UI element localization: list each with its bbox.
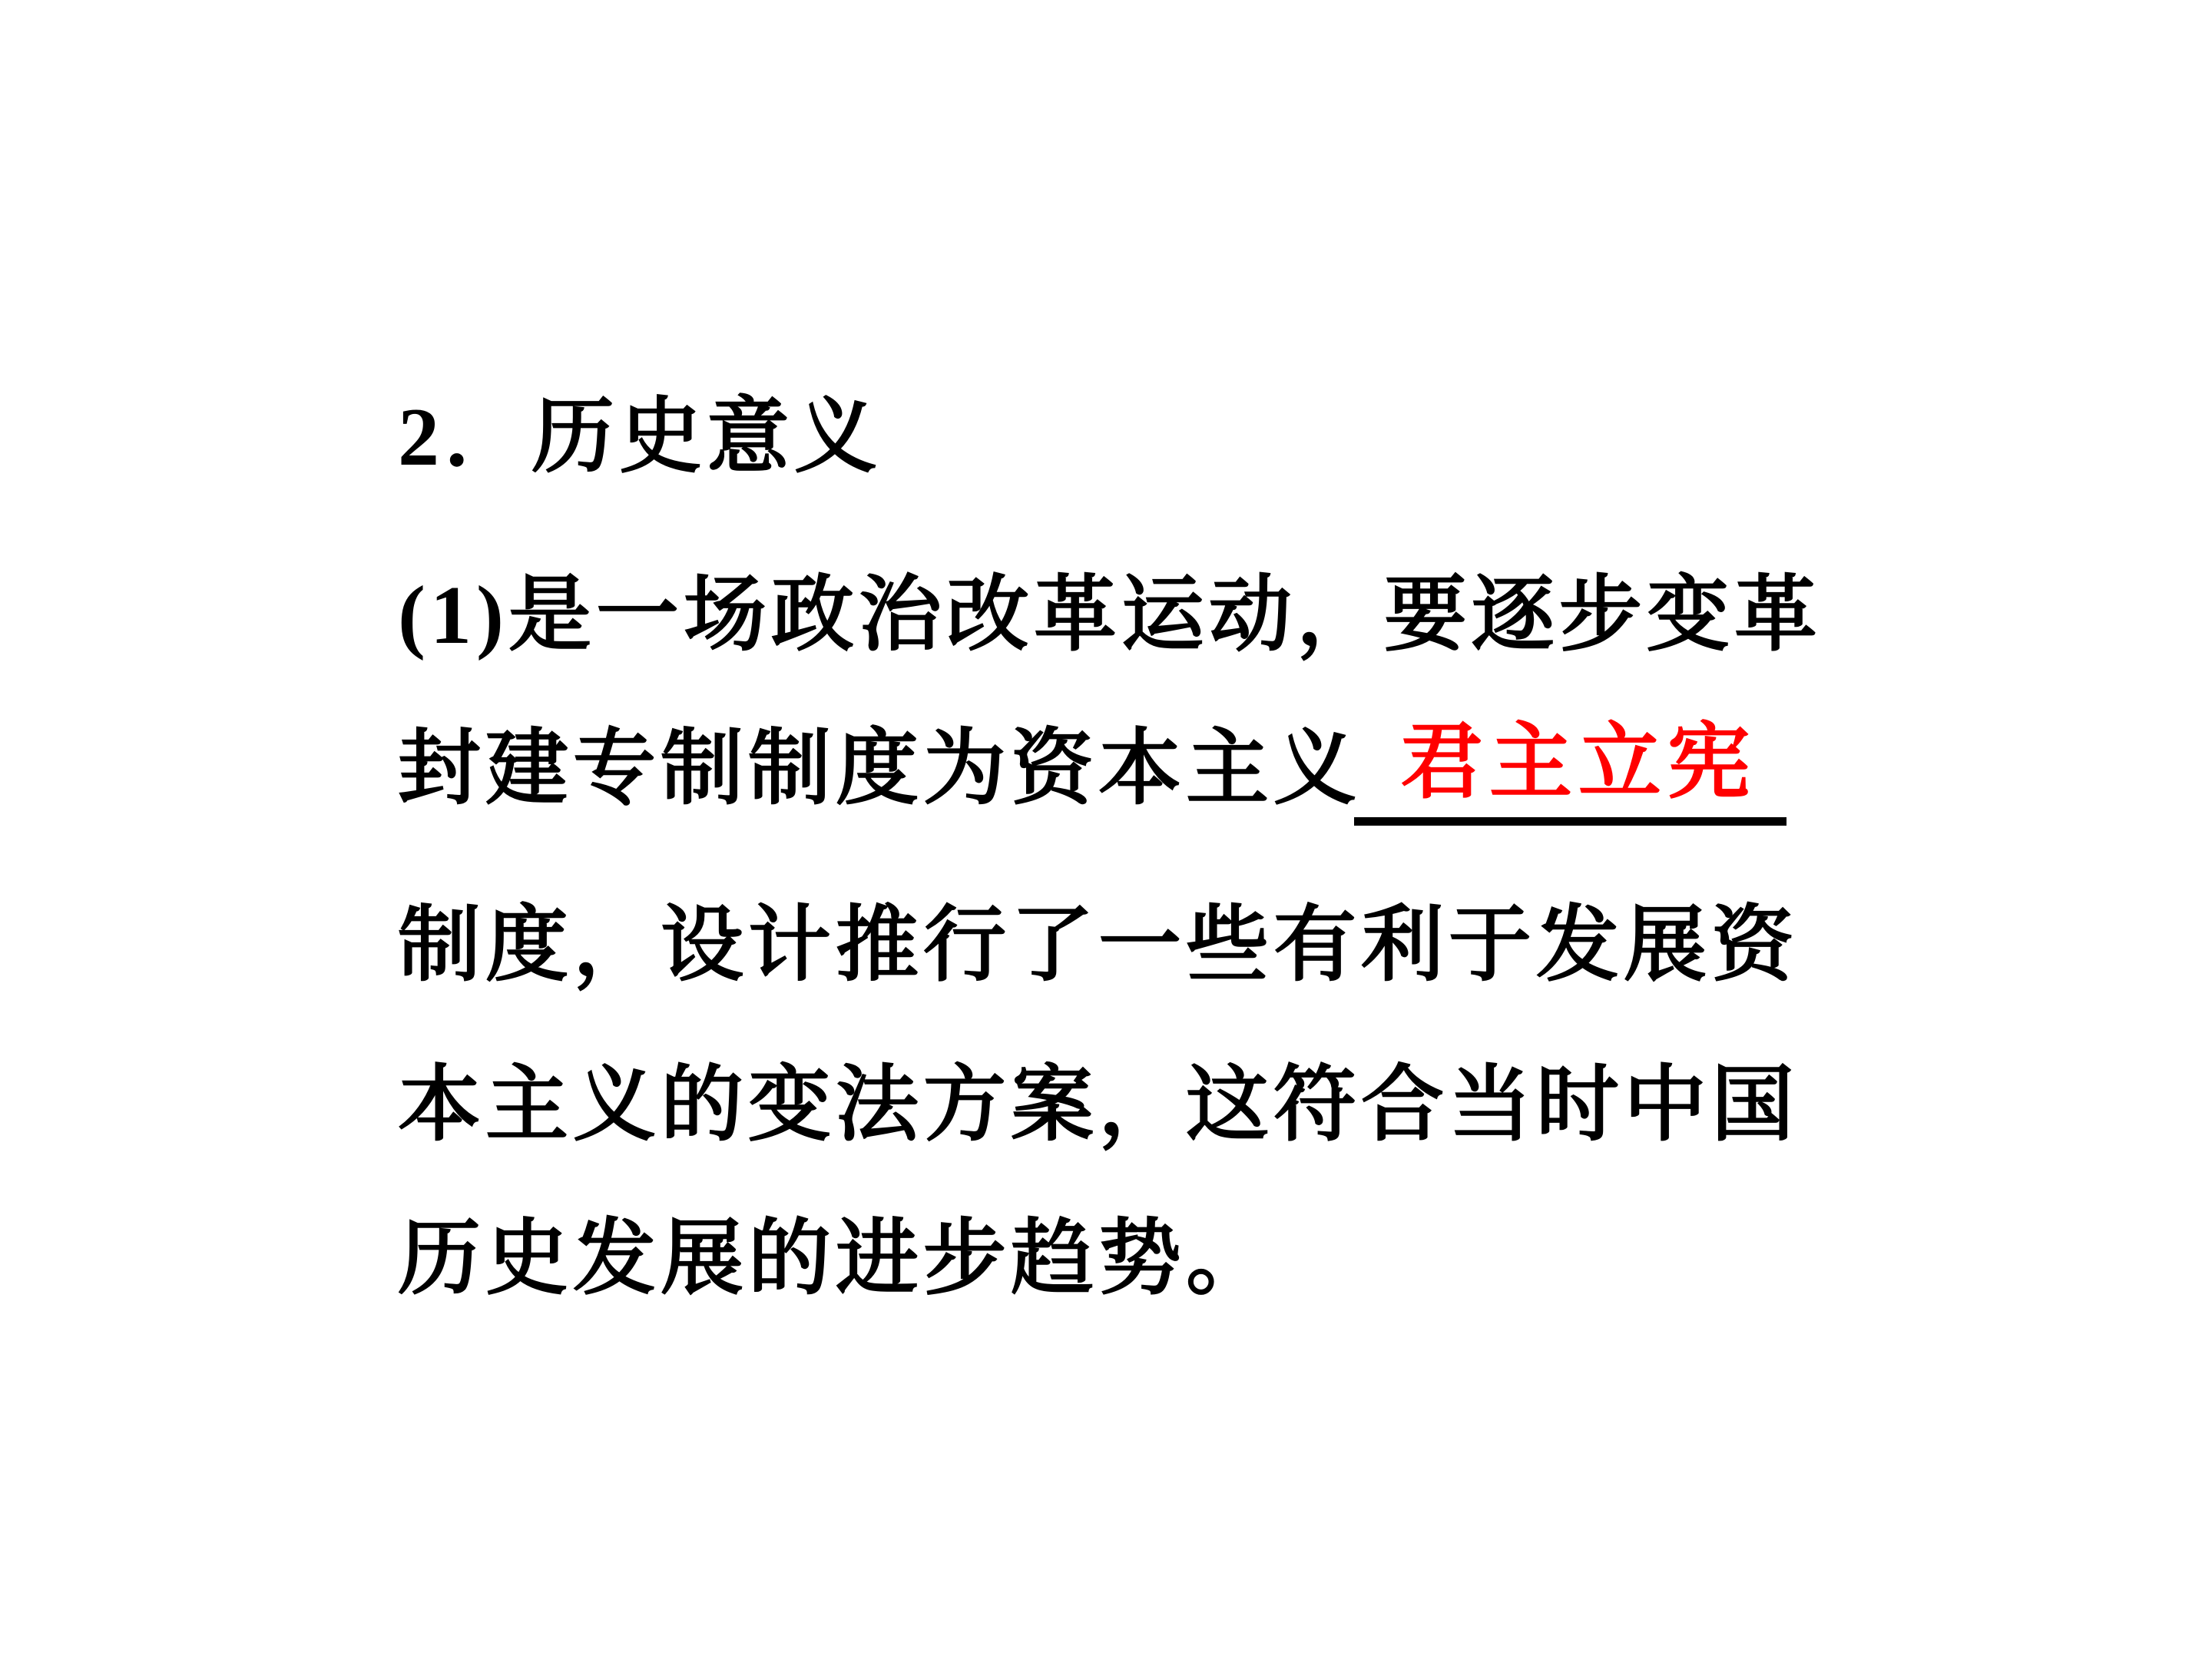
fill-in-blank-answer: 君主立宪 [1399,717,1757,809]
fill-in-blank-underline [1354,817,1786,826]
paragraph-line-1: (1)是一场政治改革运动，要逐步变革 [398,570,1822,661]
slide-heading: 2．历史意义 [398,392,882,483]
paragraph-line-4: 本主义的变法方案，这符合当时中国 [398,1060,1800,1151]
paragraph-line-5: 历史发展的进步趋势。 [398,1214,1274,1305]
paragraph-line-2: 封建专制制度为资本主义 [398,724,1362,815]
paragraph-line-3: 制度，设计推行了一些有利于发展资 [398,900,1800,992]
